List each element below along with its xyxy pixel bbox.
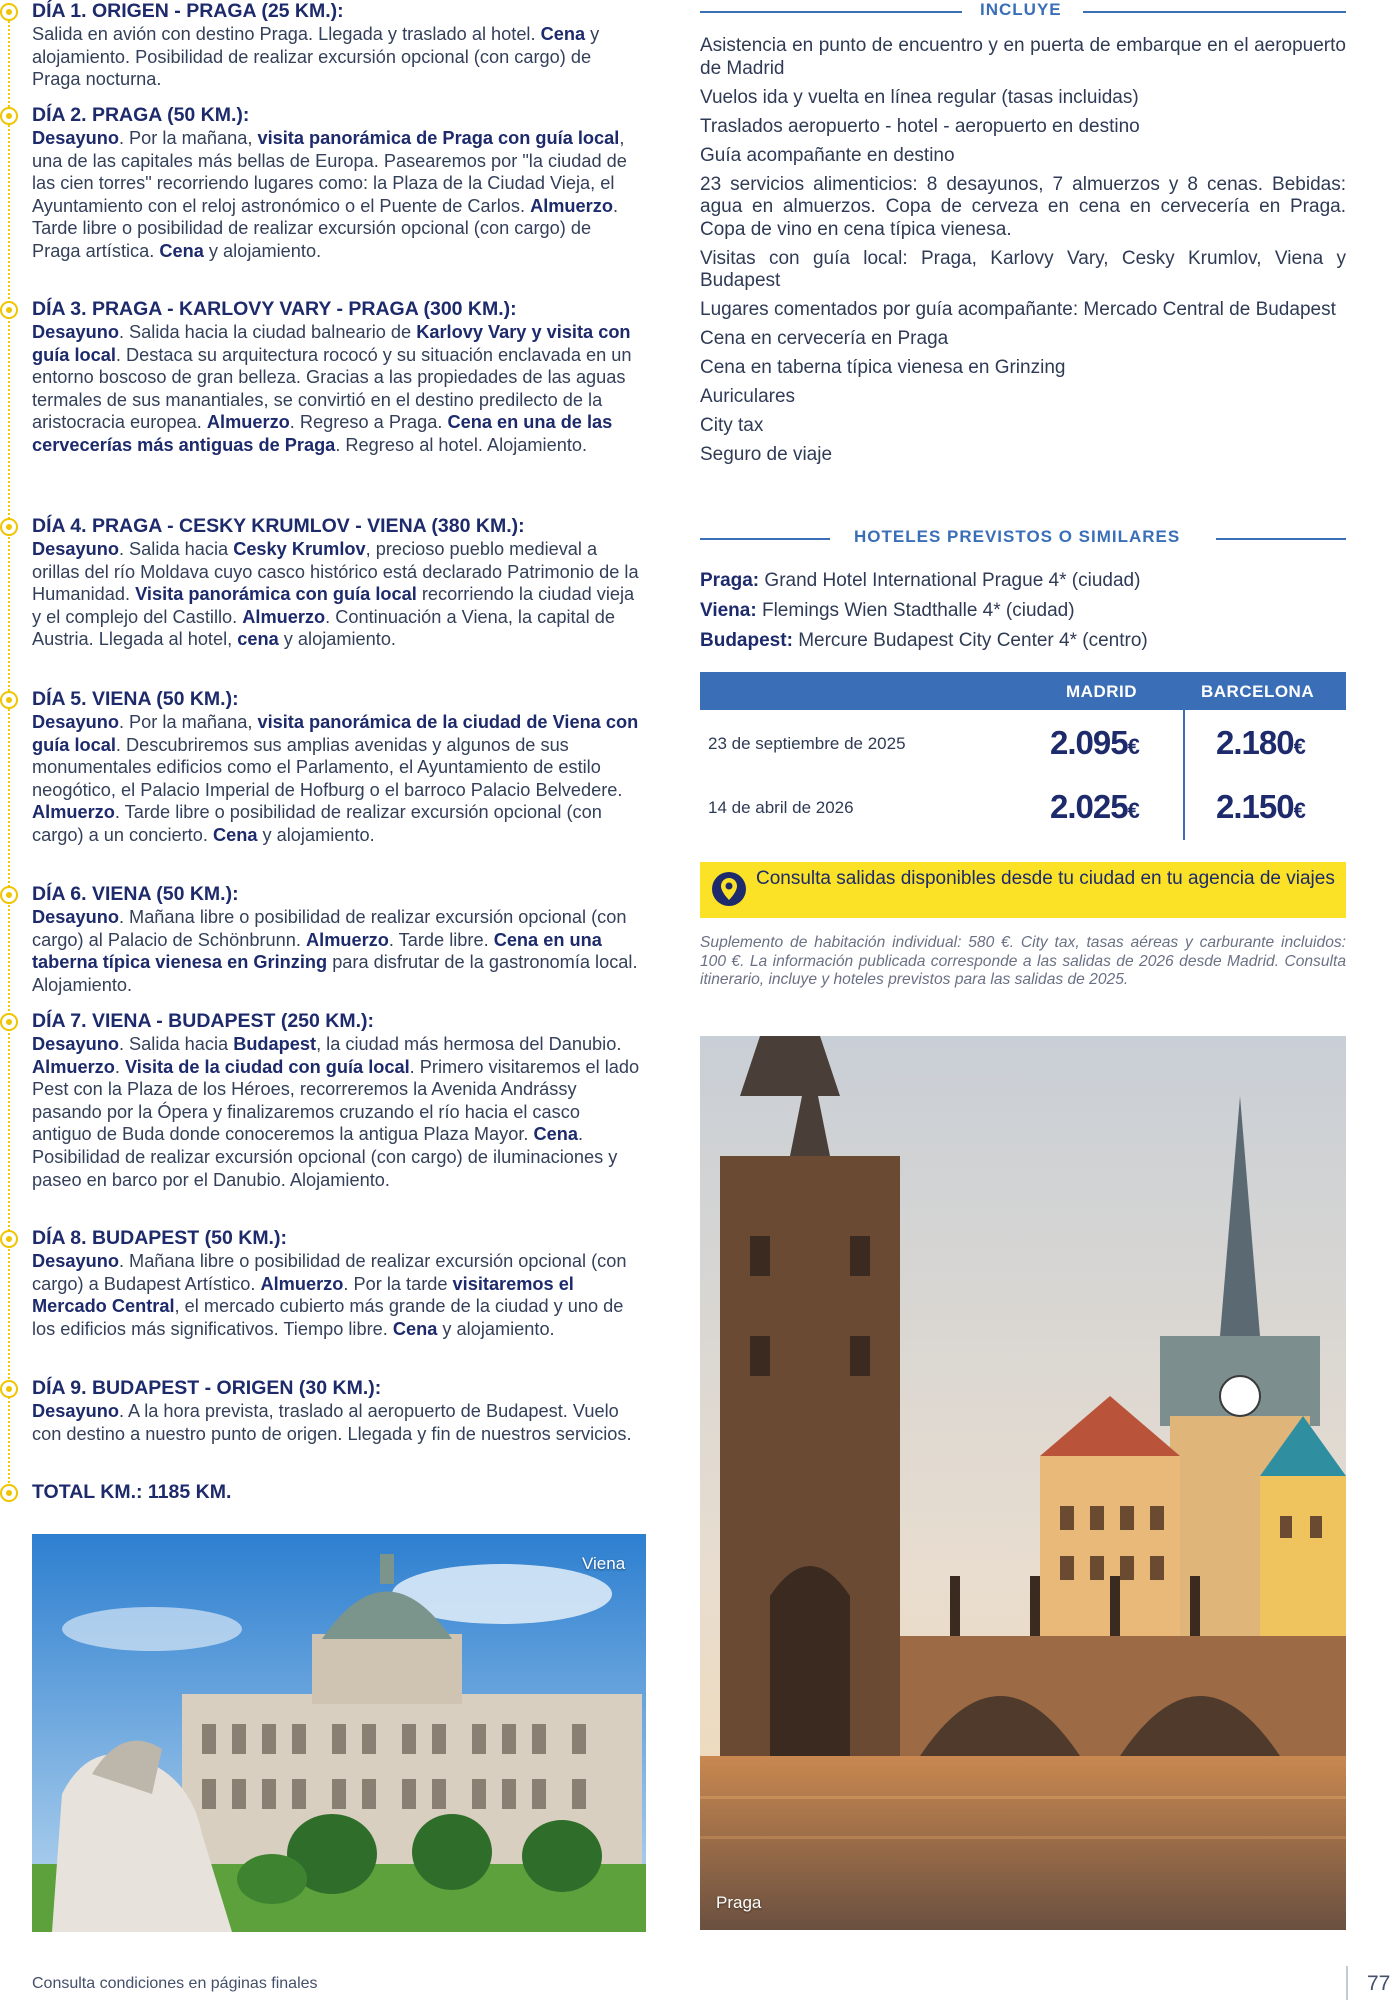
info-box (700, 862, 1346, 918)
price-barcelona: 2.150€ (1216, 788, 1305, 825)
day-bullet-icon (0, 691, 18, 709)
incluye-item: Seguro de viaje (700, 444, 833, 465)
incluye-item: City tax (700, 415, 764, 436)
praga-illustration (700, 1036, 1346, 1930)
day-2 (0, 104, 640, 263)
day-text: Desayuno. Por la mañana, visita panorámica de Praga con guía local, una de las capitales más bellas de Europa. Pasearemos por "la ciudad de las cien torres" recorriendo lugares como: la Plaza de la Ciudad Vieja, el Ayuntamiento con el reloj astronómico o el Puente de Carlos. Almuerzo. Tarde libre o posibilidad de realizar excursión opcional (con cargo) de Praga artística. Cena y alojamiento. (32, 128, 627, 261)
incluye-item: Visitas con guía local: Praga, Karlovy Vary, Cesky Krumlov, Viena y Budapest (700, 247, 1346, 291)
day-1 (0, 0, 640, 91)
total-km-text: TOTAL KM.: 1185 KM. (32, 1481, 232, 1503)
incluye-list (700, 35, 1346, 473)
incluye-header (700, 0, 1346, 24)
price-row (700, 714, 1346, 774)
price-col-madrid: MADRID (1066, 682, 1137, 701)
hotel-name: Grand Hotel International Prague 4* (ciudad) (764, 570, 1141, 591)
hotel-viena (700, 600, 1075, 622)
incluye-item: Traslados aeropuerto - hotel - aeropuerto en destino (700, 115, 1140, 137)
day-title: DÍA 9. BUDAPEST - ORIGEN (30 KM.): (32, 1377, 382, 1399)
incluye-item: 23 servicios alimenticios: 8 desayunos, 7 almuerzos y 8 cenas. Bebidas: agua en almuerzos. Copa de cerveza en cena en cervecería en Praga. Copa de vino en cena típica vienesa. (700, 173, 1346, 240)
header-rule (700, 538, 830, 540)
day-title: DÍA 5. VIENA (50 KM.): (32, 688, 239, 710)
day-text: Desayuno. Por la mañana, visita panorámica de la ciudad de Viena con guía local. Descubriremos sus amplias avenidas y algunos de sus monumentales edificios como el Parlamento, el Ayuntamiento de estilo neogótico, el Palacio Imperial de Hofburg o el barroco Palacio Belvedere. Almuerzo. Tarde libre o posibilidad de realizar excursión opcional (con cargo) a un concierto. Cena y alojamiento. (32, 712, 639, 845)
hotel-name: Mercure Budapest City Center 4* (centro) (798, 630, 1148, 651)
price-madrid: 2.025€ (1050, 788, 1139, 825)
incluye-item: Lugares comentados por guía acompañante: Mercado Central de Budapest (700, 299, 1336, 320)
price-date: 14 de abril de 2026 (708, 798, 854, 817)
day-5 (0, 688, 640, 847)
hotel-city: Viena: (700, 600, 757, 621)
incluye-item: Vuelos ida y vuelta en línea regular (tasas incluidas) (700, 86, 1139, 108)
price-row (700, 778, 1346, 838)
day-bullet-icon (0, 518, 18, 536)
hotel-budapest (700, 630, 1148, 652)
day-bullet-icon (0, 1484, 18, 1502)
viena-caption: Viena (582, 1554, 626, 1573)
total-km (0, 1481, 640, 1504)
hotel-praga (700, 570, 1140, 592)
footer-divider (1346, 1966, 1348, 2000)
price-date: 23 de septiembre de 2025 (708, 734, 906, 753)
day-8 (0, 1227, 640, 1340)
location-pin-icon (712, 872, 746, 906)
day-bullet-icon (0, 3, 18, 21)
price-madrid: 2.095€ (1050, 724, 1139, 761)
hotel-city: Budapest: (700, 630, 793, 651)
day-title: DÍA 1. ORIGEN - PRAGA (25 KM.): (32, 0, 344, 22)
incluye-item: Cena en taberna típica vienesa en Grinzing (700, 357, 1066, 378)
day-title: DÍA 7. VIENA - BUDAPEST (250 KM.): (32, 1010, 375, 1032)
day-bullet-icon (0, 886, 18, 904)
viena-photo (32, 1534, 646, 1932)
hotel-name: Flemings Wien Stadthalle 4* (ciudad) (761, 600, 1075, 621)
day-title: DÍA 2. PRAGA (50 KM.): (32, 104, 250, 126)
day-text: Desayuno. Salida hacia Cesky Krumlov, precioso pueblo medieval a orillas del río Moldava cuyo casco histórico está declarado Patrimonio de la Humanidad. Visita panorámica con guía local recorriendo la ciudad vieja y el complejo del Castillo. Almuerzo. Continuación a Viena, la capital de Austria. Llegada al hotel, cena y alojamiento. (32, 539, 639, 650)
day-text: Desayuno. Salida hacia Budapest, la ciudad más hermosa del Danubio. Almuerzo. Visita de la ciudad con guía local. Primero visitaremos el lado Pest con la Plaza de los Héroes, recorreremos la Avenida Andrássy pasando por la Ópera y finalizaremos cruzando el río hacia el casco antiguo de Buda donde conoceremos la antigua Plaza Mayor. Cena. Posibilidad de realizar excursión opcional (con cargo) de iluminaciones y paseo en barco por el Danubio. Alojamiento. (32, 1034, 640, 1190)
day-bullet-icon (0, 1230, 18, 1248)
day-bullet-icon (0, 1380, 18, 1398)
viena-illustration (32, 1534, 646, 1932)
price-table-header (700, 672, 1346, 710)
incluye-item: Auriculares (700, 386, 796, 407)
day-bullet-icon (0, 301, 18, 319)
price-col-barcelona: BARCELONA (1201, 682, 1315, 701)
day-text: Desayuno. Salida hacia la ciudad balneario de Karlovy Vary y visita con guía local. Destaca su arquitectura rococó y su situación enclavada en un entorno boscoso de gran belleza. Gracias a las propiedades de las aguas termales de sus manantiales, se convirtió en el destino predilecto de la aristocracia europea. Almuerzo. Regreso a Praga. Cena en una de las cervecerías más antiguas de Praga. Regreso al hotel. Alojamiento. (32, 322, 632, 455)
incluye-item: Guía acompañante en destino (700, 144, 955, 166)
day-bullet-icon (0, 1013, 18, 1031)
page-number: 77 (1367, 1972, 1391, 1995)
incluye-title: INCLUYE (980, 0, 1062, 19)
info-box-text: Consulta salidas disponibles desde tu ciudad en tu agencia de viajes (756, 868, 1335, 889)
hoteles-title: HOTELES PREVISTOS O SIMILARES (854, 527, 1181, 546)
day-title: DÍA 8. BUDAPEST (50 KM.): (32, 1227, 287, 1249)
day-text: Desayuno. Mañana libre o posibilidad de realizar excursión opcional (con cargo) al Palacio de Schönbrunn. Almuerzo. Tarde libre. Cena en una taberna típica vienesa en Grinzing para disfrutar de la gastronomía local. Alojamiento. (32, 907, 638, 995)
day-title: DÍA 3. PRAGA - KARLOVY VARY - PRAGA (300 KM.): (32, 298, 517, 320)
day-text: Desayuno. Mañana libre o posibilidad de realizar excursión opcional (con cargo) a Budapest Artístico. Almuerzo. Por la tarde visitaremos el Mercado Central, el mercado cubierto más grande de la ciudad y uno de los edificios más significativos. Tiempo libre. Cena y alojamiento. (32, 1251, 627, 1339)
day-3 (0, 298, 640, 457)
hoteles-header (700, 527, 1346, 551)
day-text: Desayuno. A la hora prevista, traslado al aeropuerto de Budapest. Vuelo con destino a nuestro punto de origen. Llegada y fin de nuestros servicios. (32, 1401, 632, 1444)
praga-photo (700, 1036, 1346, 1930)
itinerary (0, 0, 640, 1503)
day-bullet-icon (0, 107, 18, 125)
supplement-note: Suplemento de habitación individual: 580 €. City tax, tasas aéreas y carburante incluidos: 100 €. La información publicada corresponde a las salidas de 2026 desde Madrid. Consulta itinerario, incluye y hoteles previstos para las salidas de 2025. (700, 934, 1346, 988)
day-9 (0, 1377, 640, 1445)
day-4 (0, 515, 640, 651)
price-barcelona: 2.180€ (1216, 724, 1305, 761)
day-title: DÍA 6. VIENA (50 KM.): (32, 883, 239, 905)
header-rule (700, 11, 962, 13)
day-title: DÍA 4. PRAGA - CESKY KRUMLOV - VIENA (380 KM.): (32, 515, 525, 537)
day-text: Salida en avión con destino Praga. Llegada y traslado al hotel. Cena y alojamiento. Posibilidad de realizar excursión opcional (con cargo) de Praga nocturna. (32, 24, 600, 90)
day-6 (0, 883, 640, 996)
praga-caption: Praga (716, 1893, 762, 1912)
day-7 (0, 1010, 640, 1191)
incluye-item: Asistencia en punto de encuentro y en puerta de embarque en el aeropuerto de Madrid (700, 35, 1346, 79)
incluye-item: Cena en cervecería en Praga (700, 328, 949, 349)
header-rule (1083, 11, 1346, 13)
footer-text: Consulta condiciones en páginas finales (32, 1975, 318, 1992)
price-table (700, 672, 1346, 840)
header-rule (1216, 538, 1346, 540)
hotel-city: Praga: (700, 570, 760, 591)
